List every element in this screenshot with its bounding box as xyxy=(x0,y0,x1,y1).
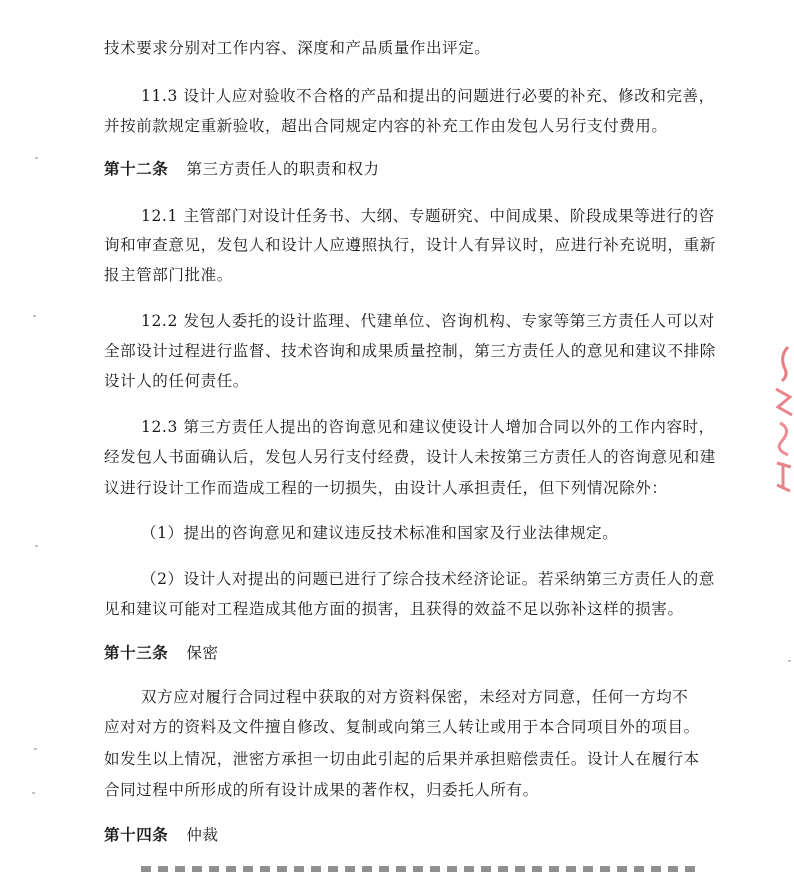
paragraph-line: 合同过程中所形成的所有设计成果的著作权，归委托人所有。 xyxy=(104,781,539,799)
list-item: （1）提出的咨询意见和建议违反技术标准和国家及行业法律规定。 xyxy=(141,524,619,542)
article-title: 第三方责任人的职责和权力 xyxy=(186,160,380,178)
paragraph-line: 议进行设计工作而造成工程的一切损失，由设计人承担责任，但下列情况除外： xyxy=(104,479,668,497)
paragraph-line: 并按前款规定重新验收，超出合同规定内容的补充工作由发包人另行支付费用。 xyxy=(104,117,668,135)
article-heading-14 xyxy=(104,825,219,845)
cutoff-text-fragment xyxy=(141,866,696,872)
scan-speck xyxy=(33,315,36,317)
paragraph-line: 12.3 第三方责任人提出的咨询意见和建议使设计人增加合同以外的工作内容时， xyxy=(141,418,715,436)
paragraph-line: 报主管部门批准。 xyxy=(104,266,233,284)
paragraph-line: 设计人的任何责任。 xyxy=(104,372,249,390)
paragraph-line: 12.1 主管部门对设计任务书、大纲、专题研究、中间成果、阶段成果等进行的咨 xyxy=(141,207,715,225)
article-number: 第十三条 xyxy=(104,643,169,662)
scan-speck xyxy=(34,748,37,750)
article-title: 仲裁 xyxy=(186,826,219,844)
paragraph-line: 全部设计过程进行监督、技术咨询和成果质量控制，第三方责任人的意见和建议不排除 xyxy=(104,342,716,360)
article-number: 第十二条 xyxy=(104,159,169,178)
article-heading-12 xyxy=(104,159,380,179)
list-item: （2）设计人对提出的问题已进行了综合技术经济论证。若采纳第三方责任人的意 xyxy=(141,570,715,588)
scan-speck xyxy=(35,545,38,547)
paragraph-line: 询和审查意见，发包人和设计人应遵照执行，设计人有异议时，应进行补充说明，重新 xyxy=(104,236,716,254)
paragraph-line: 如发生以上情况，泄密方承担一切由此引起的后果并承担赔偿责任。设计人在履行本 xyxy=(104,750,700,768)
scan-speck xyxy=(35,157,38,159)
paragraph-line: 经发包人书面确认后，发包人另行支付经费，设计人未按第三方责任人的咨询意见和建 xyxy=(104,448,716,466)
paragraph-line: 应对对方的资料及文件擅自修改、复制或向第三人转让或用于本合同项目外的项目。 xyxy=(104,718,700,736)
article-number: 第十四条 xyxy=(104,825,169,844)
paragraph-line: 11.3 设计人应对验收不合格的产品和提出的问题进行必要的补充、修改和完善， xyxy=(141,87,715,105)
article-title: 保密 xyxy=(186,644,219,662)
paragraph-line: 12.2 发包人委托的设计监理、代建单位、咨询机构、专家等第三方责任人可以对 xyxy=(141,312,715,330)
article-heading-13 xyxy=(104,643,219,663)
paragraph-line: 见和建议可能对工程造成其他方面的损害，且获得的效益不足以弥补这样的损害。 xyxy=(104,600,684,618)
scan-speck xyxy=(32,792,35,794)
scan-speck xyxy=(788,660,791,662)
paragraph-line: 技术要求分别对工作内容、深度和产品质量作出评定。 xyxy=(104,39,491,57)
seal-stamp-fragment xyxy=(768,345,794,495)
paragraph-line: 双方应对履行合同过程中获取的对方资料保密，未经对方同意，任何一方均不 xyxy=(141,688,689,706)
